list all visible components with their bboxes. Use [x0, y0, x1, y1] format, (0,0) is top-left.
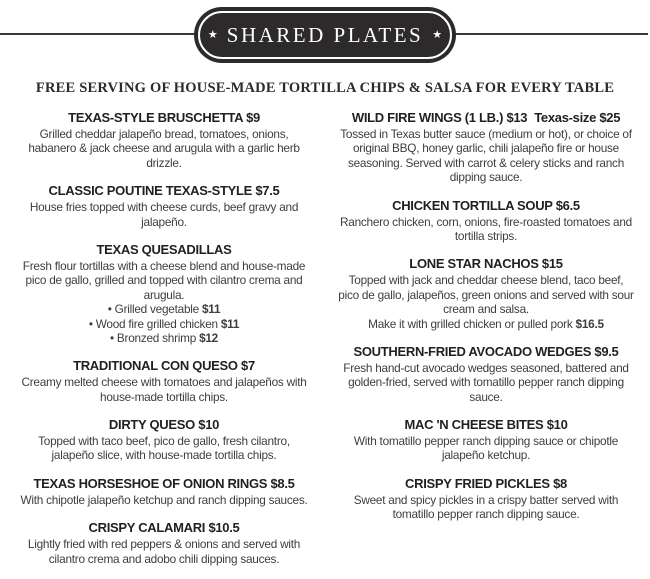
menu-item-chicken-tortilla-soup	[338, 198, 634, 244]
item-description: With tomatillo pepper ranch dipping sauce or chipotle jalapeño ketchup.	[353, 434, 619, 463]
item-title: CHICKEN TORTILLA SOUP	[392, 197, 553, 213]
item-title: DIRTY QUESO	[108, 417, 195, 433]
menu-item-texas-style-bruschetta	[16, 110, 312, 170]
item-description: Ranchero chicken, corn, onions, fire-roasted tomatoes and tortilla strips.	[340, 214, 632, 243]
menu-header	[0, 7, 650, 64]
item-name	[16, 110, 312, 125]
menu-item-lone-star-nachos	[338, 256, 634, 331]
item-title: TEXAS QUESADILLAS	[96, 241, 232, 257]
item-name	[16, 183, 312, 198]
item-description: House fries topped with cheese curds, beef gravy and jalapeño.	[29, 200, 299, 229]
item-title: SOUTHERN-FRIED AVOCADO WEDGES	[353, 343, 592, 359]
item-price: $9.5	[594, 343, 619, 359]
star-icon: ★	[207, 28, 218, 41]
menu-column-right	[338, 110, 634, 579]
menu-item-dirty-queso	[16, 417, 312, 463]
option-label: Grilled vegetable	[114, 302, 199, 317]
item-name	[338, 256, 634, 271]
menu-item-classic-poutine	[16, 183, 312, 229]
item-size-price: Texas-size $25	[534, 110, 621, 125]
option-price: $12	[199, 330, 218, 345]
item-name	[338, 344, 634, 359]
item-name	[338, 110, 634, 125]
item-title: MAC 'N CHEESE BITES	[404, 417, 544, 433]
item-title: CRISPY FRIED PICKLES	[405, 475, 550, 491]
menu-item-wild-fire-wings	[338, 110, 634, 185]
item-name	[16, 520, 312, 535]
item-price: $7	[241, 358, 255, 374]
item-name	[338, 198, 634, 213]
item-description: Sweet and spicy pickles in a crispy batter served with tomatillo pepper ranch dipping sauce.	[353, 492, 619, 522]
item-name	[16, 476, 312, 491]
item-title: TEXAS-STYLE BRUSCHETTA	[68, 110, 243, 125]
item-title: CLASSIC POUTINE TEXAS-STYLE	[48, 183, 253, 199]
menu-item-southern-fried-avocado-wedges	[338, 344, 634, 404]
item-price: $9	[246, 110, 260, 125]
menu-item-crispy-fried-pickles	[338, 476, 634, 522]
bullet-icon: •	[88, 316, 93, 331]
item-upgrade-note	[338, 317, 634, 331]
option-label: Wood fire grilled chicken	[95, 316, 218, 331]
item-title: WILD FIRE WINGS (1 LB.)	[351, 110, 504, 125]
item-name	[16, 242, 312, 257]
menu-column-left	[16, 110, 312, 579]
section-title-text: SHARED PLATES	[226, 22, 424, 47]
item-description: Tossed in Texas butter sauce (medium or hot), or choice of original BBQ, honey garlic, chili jalapeño fire or house seasoning. Served with carrot & celery sticks and ranch dipping sauce.	[340, 127, 632, 185]
item-option	[16, 302, 312, 316]
item-price: $10	[546, 417, 568, 433]
option-price: $11	[201, 302, 221, 317]
item-price: $6.5	[555, 197, 580, 213]
star-icon: ★	[432, 28, 443, 41]
item-price: $15	[541, 256, 563, 272]
item-name	[338, 476, 634, 491]
item-price: $8.5	[270, 475, 295, 491]
item-title: CRISPY CALAMARI	[88, 520, 206, 536]
item-description: Fresh flour tortillas with a cheese blend and house-made pico de gallo, grilled and topped with cilantro crema and arugula.	[22, 258, 306, 302]
item-option	[16, 331, 312, 345]
item-name	[16, 358, 312, 373]
item-description: Topped with taco beef, pico de gallo, fresh cilantro, jalapeño slice, with house-made tortilla chips.	[38, 434, 290, 463]
item-title: TRADITIONAL CON QUESO	[73, 358, 238, 374]
section-title-badge	[194, 7, 456, 63]
item-name	[338, 417, 634, 432]
item-name	[16, 417, 312, 432]
item-price: $8	[553, 475, 567, 491]
section-title	[208, 23, 442, 48]
item-option	[16, 317, 312, 331]
option-label: Bronzed shrimp	[116, 330, 197, 345]
item-price: $7.5	[255, 183, 280, 199]
item-description: Fresh hand-cut avocado wedges seasoned, battered and golden-fried, served with tomatillo pepper ranch dipping sauce.	[343, 360, 629, 404]
item-price: $13	[506, 110, 528, 125]
shared-plates-menu	[0, 7, 650, 566]
menu-item-mac-n-cheese-bites	[338, 417, 634, 463]
item-title: LONE STAR NACHOS	[409, 256, 539, 272]
bullet-icon: •	[109, 330, 114, 345]
note-price: $16.5	[575, 316, 604, 331]
bullet-icon: •	[107, 302, 112, 317]
menu-item-texas-horseshoe-onion-rings	[16, 476, 312, 507]
menu-item-traditional-con-queso	[16, 358, 312, 404]
menu-item-crispy-calamari	[16, 520, 312, 566]
free-serving-note: FREE SERVING OF HOUSE-MADE TORTILLA CHIPS & SALSA FOR EVERY TABLE	[35, 80, 615, 96]
item-description: With chipotle jalapeño ketchup and ranch dipping sauces.	[20, 492, 308, 507]
menu-columns	[0, 97, 650, 579]
item-description: Grilled cheddar jalapeño bread, tomatoes, onions, habanero & jack cheese and arugula with a garlic herb drizzle.	[28, 127, 300, 170]
item-description: Lightly fried with red peppers & onions and served with cilantro crema and adobo chili dipping sauces.	[27, 537, 301, 566]
item-price: $10	[198, 417, 220, 433]
item-title: TEXAS HORSESHOE OF ONION RINGS	[33, 475, 268, 491]
item-description: Creamy melted cheese with tomatoes and jalapeños with house-made tortilla chips.	[21, 375, 307, 404]
item-price: $10.5	[208, 520, 240, 536]
option-price: $11	[220, 316, 240, 331]
item-description: Topped with jack and cheddar cheese blend, taco beef, pico de gallo, jalapeños, green onions and served with sour cream and salsa.	[338, 273, 634, 317]
menu-item-texas-quesadillas	[16, 242, 312, 345]
note-text: Make it with grilled chicken or pulled pork	[368, 316, 573, 331]
